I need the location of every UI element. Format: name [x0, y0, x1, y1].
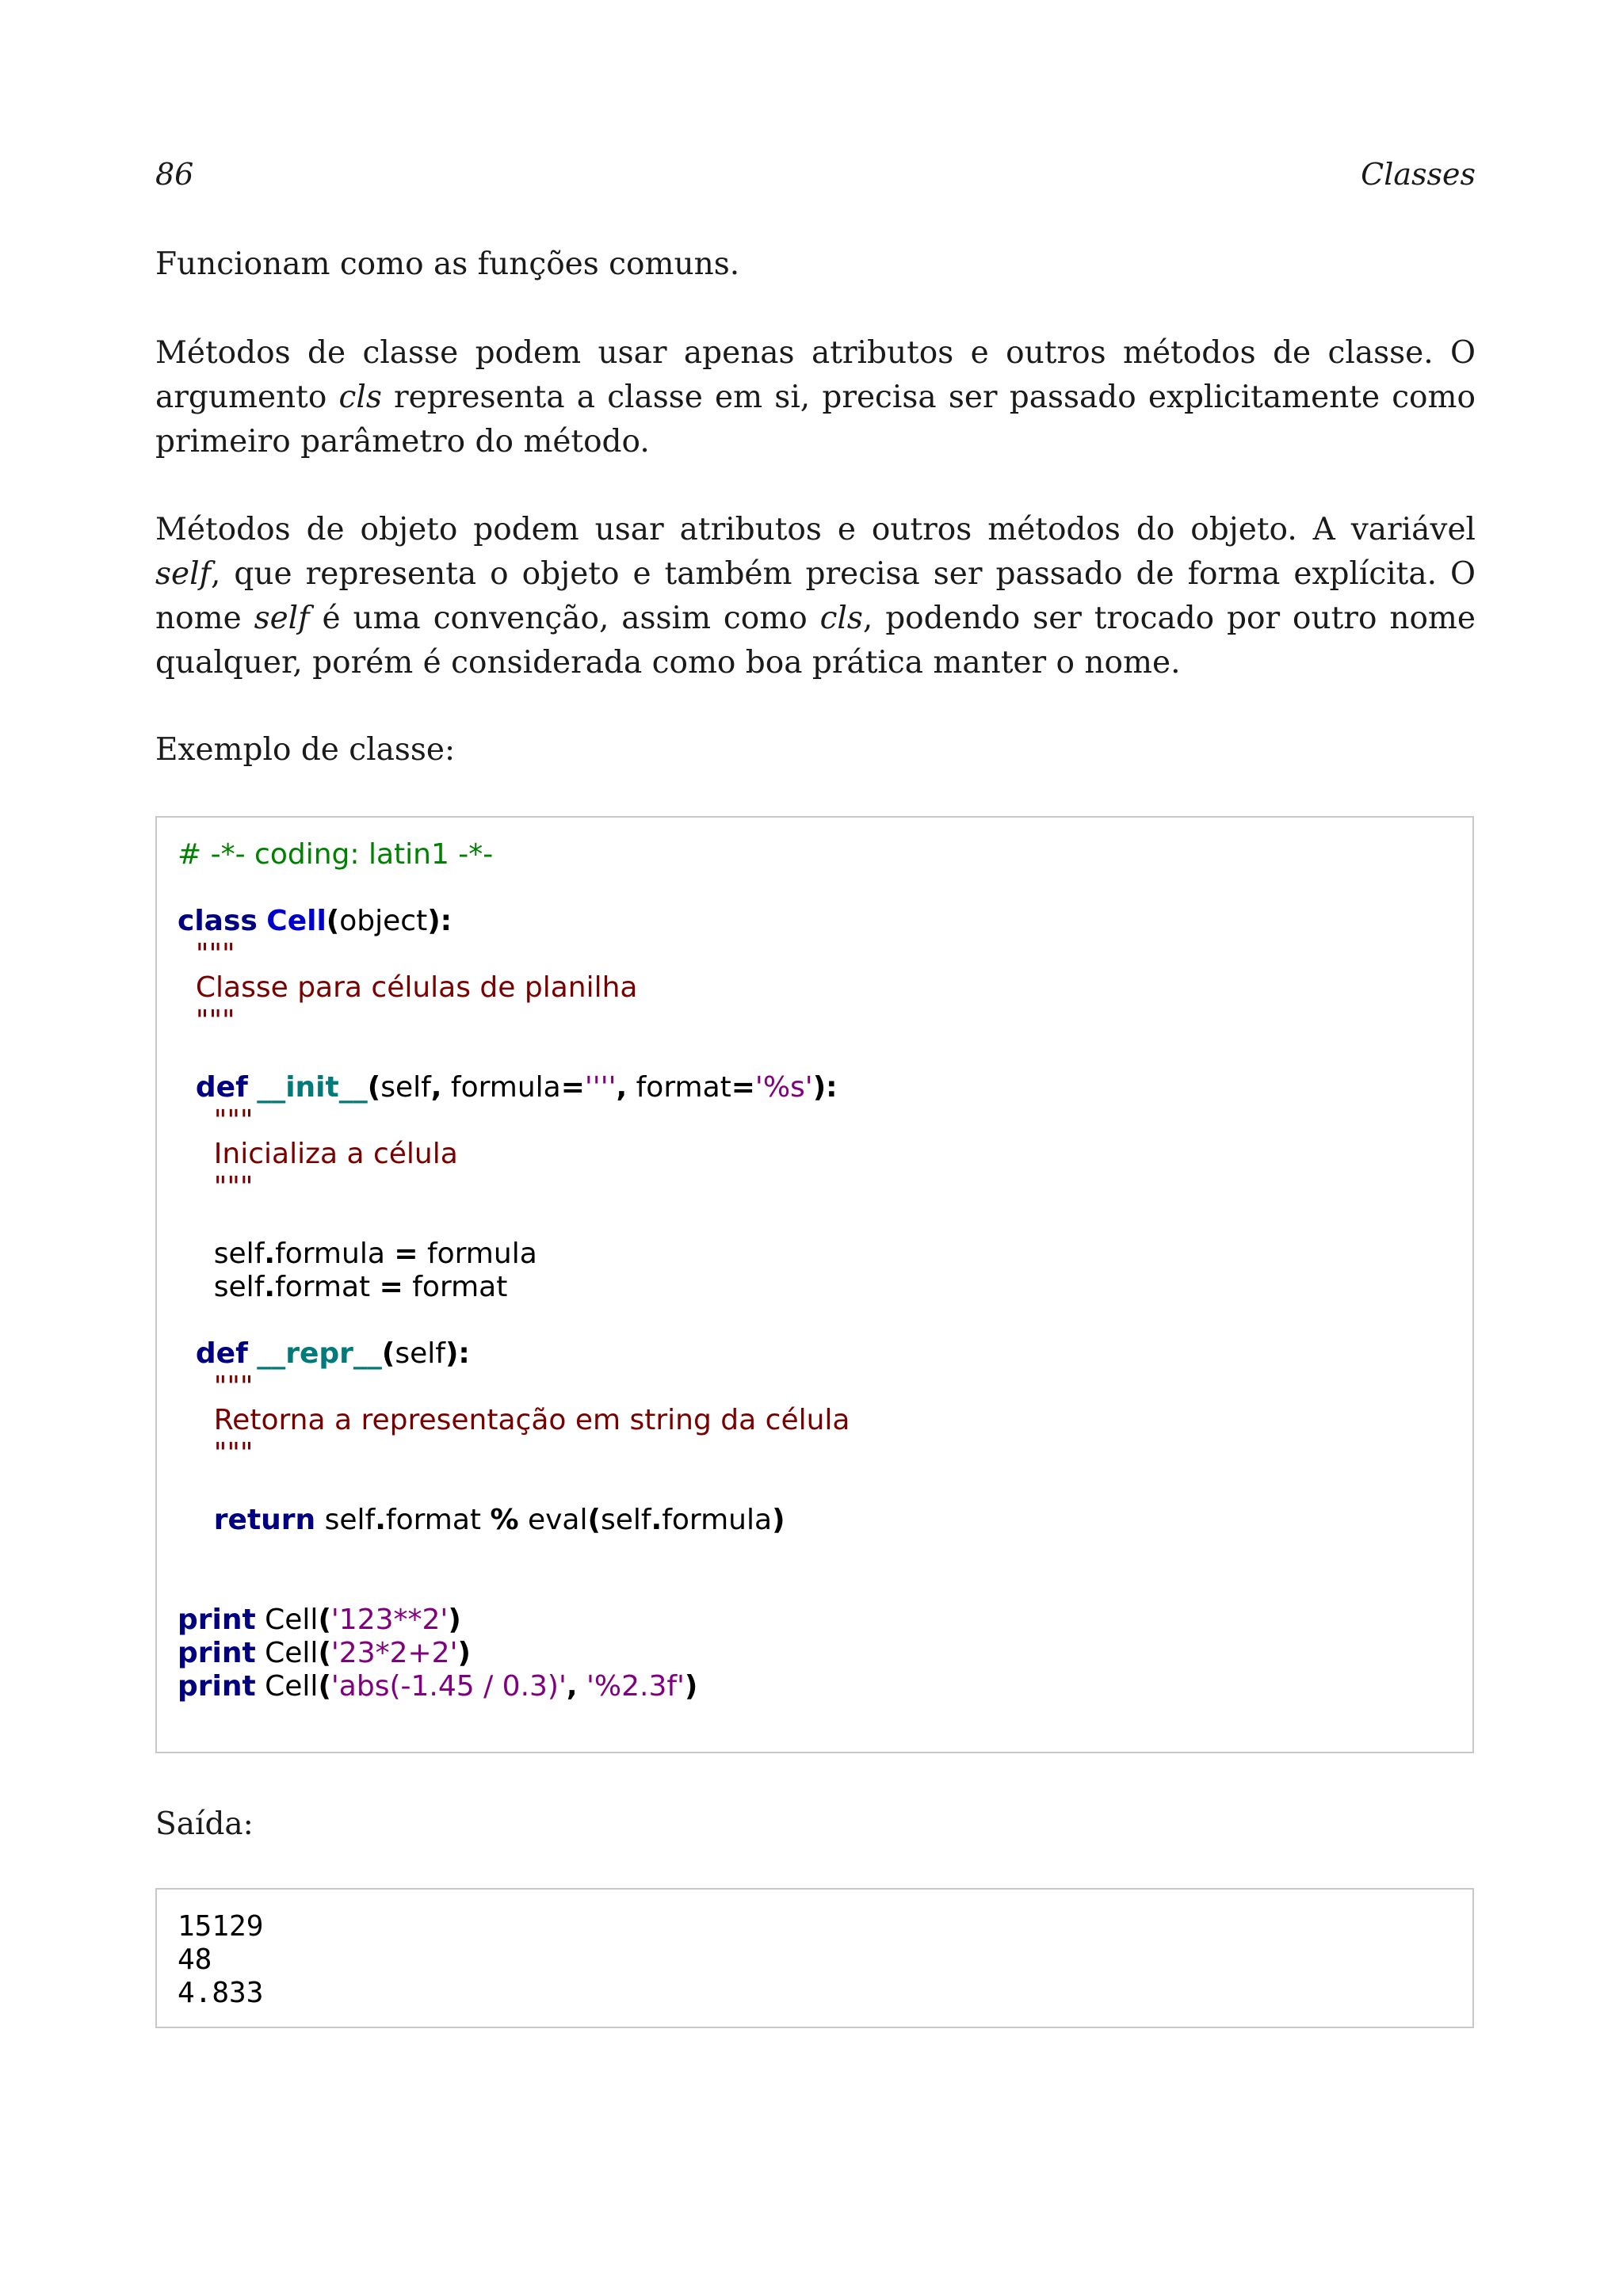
init-docstring: Inicializa a célula — [213, 1138, 458, 1170]
output-line: 4.833 — [178, 1977, 264, 2009]
output-line: 15129 — [178, 1910, 264, 1943]
running-head: Classes — [1361, 157, 1476, 192]
output-listing — [155, 1888, 1474, 2028]
paragraph-2: Métodos de classe podem usar apenas atributos e outros métodos de classe. O argumento cls representa a classe em si, precisa ser passado explicitamente como primeiro parâmetro do método. — [155, 335, 1476, 460]
output-line: 48 — [178, 1943, 212, 1976]
method-name: __init__ — [257, 1071, 368, 1104]
code-comment: # -*- coding: latin1 -*- — [178, 838, 494, 871]
paragraph-output-label: Saída: — [155, 1806, 254, 1842]
code-listing — [155, 816, 1474, 1753]
class-name: Cell — [266, 905, 327, 937]
paragraph-example-label: Exemplo de classe: — [155, 732, 456, 768]
output-text — [178, 1910, 263, 2010]
method-name: __repr__ — [257, 1337, 382, 1370]
self-term: self — [155, 556, 212, 592]
page-number: 86 — [155, 157, 194, 192]
code-text: # -*- coding: latin1 -*- class Cell(object): """ Classe para células de planilha """ def __init__(self, formula='''', format='%s'): """ Inicializa a célula """ self.formula = formula self.format = format def __repr__(self): """ Retorna a representação em string da célula """ return self.format % eval(self.formula) print Cell('123**2') print Cell('23*2+2') print Cell('abs(-1.45 / 0.3)', '%2.3f') — [178, 838, 850, 1703]
paragraph-1: Funcionam como as funções comuns. — [155, 246, 740, 282]
repr-docstring: Retorna a representação em string da célula — [213, 1404, 850, 1436]
paragraph-3: Métodos de objeto podem usar atributos e outros métodos do objeto. A variável self, que representa o objeto e também precisa ser passado de forma explícita. O nome self é uma convenção, assim como cls, podendo ser trocado por outro nome qualquer, porém é considerada como boa prática manter o nome. — [155, 512, 1476, 681]
class-docstring: Classe para células de planilha — [195, 971, 638, 1004]
cls-term: cls — [338, 379, 382, 415]
self-term: self — [254, 601, 310, 636]
cls-term: cls — [819, 601, 863, 636]
